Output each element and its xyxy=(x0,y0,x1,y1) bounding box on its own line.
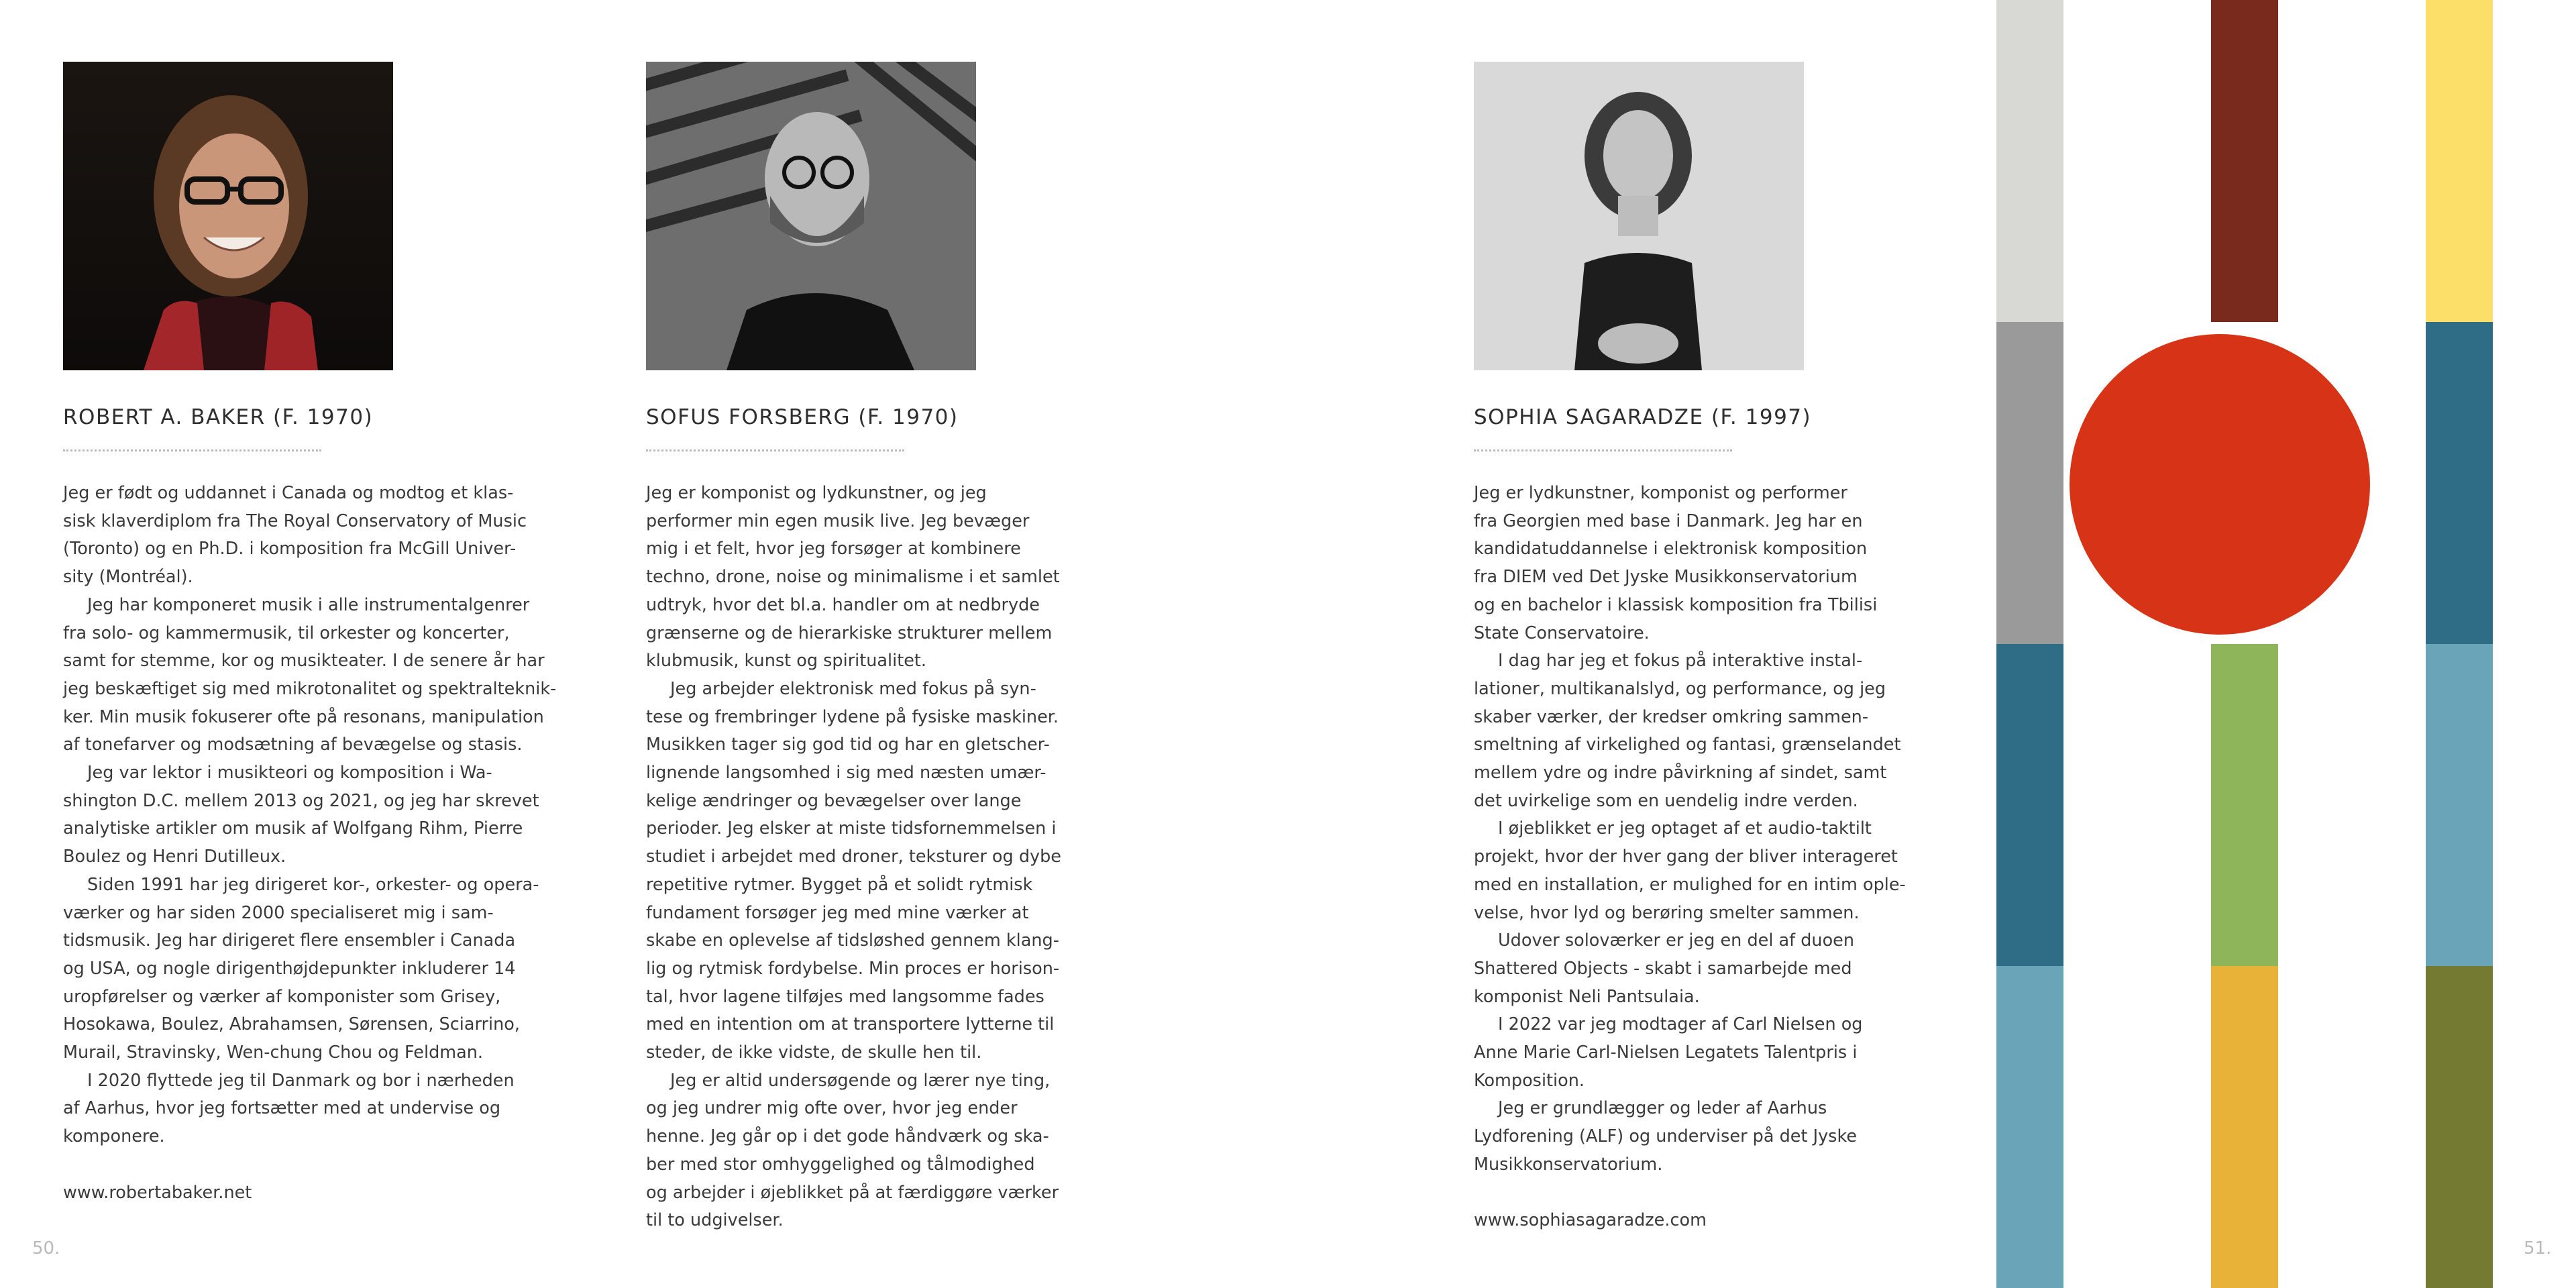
profile-sophia-sagaradze xyxy=(1474,62,2004,1235)
profile-bio xyxy=(63,480,593,1151)
bio-paragraph: Jeg arbejder elektronisk med fokus på syn- tese og frembringer lydene på fysiske maskiner. Musikken tager sig god tid og har en gletscher- lignende langsomhed i sig med næsten umær- kelige ændringer og bevægelser over lange perioder. Jeg elsker at miste tidsfornemmelsen i studiet i arbejdet med droner, teksturer og dybe repetitive rytmer. Bygget på et solidt rytmisk fundament forsøger jeg med mine værker at skabe en oplevelse af tidsløshed gennem klang- lig og rytmisk fordybelse. Min proces er horison- tal, hvor lagene tilføjes med langsomme fades med en intention om at transportere lytterne til steder, de ikke vidste, de skulle hen til. xyxy=(646,678,1061,1063)
website-link[interactable]: www.robertabaker.net xyxy=(63,1182,252,1203)
profile-name: SOFUS FORSBERG (F. 1970) xyxy=(646,405,959,429)
stripe-block xyxy=(2211,0,2278,322)
profile-robert-baker xyxy=(63,62,593,1207)
portrait-photo-robert-baker xyxy=(63,62,393,370)
profile-bio xyxy=(646,480,1176,1235)
bio-paragraph: Jeg har komponeret musik i alle instrumentalgenrer fra solo- og kammermusik, til orkester og koncerter, samt for stemme, kor og musikteater. I de senere år har jeg beskæftiget sig med mikrotonalitet og spektralteknik- ker. Min musik fokuserer ofte på resonans, manipulation af tonefarver og modsætning af bevægelse og stasis. xyxy=(63,594,557,755)
profile-bio xyxy=(1474,480,2004,1179)
bio-paragraph: Jeg er altid undersøgende og lærer nye ting, og jeg undrer mig ofte over, hvor jeg ender henne. Jeg går op i det gode håndværk og ska- ber med stor omhyggelighed og tålmodighed og arbejder i øjeblikket på at færdiggøre værker til to udgivelser. xyxy=(646,1070,1059,1231)
profile-sofus-forsberg xyxy=(646,62,1176,1235)
stripe-block xyxy=(2211,966,2278,1288)
portrait-photo-sophia-sagaradze xyxy=(1474,62,1804,370)
bio-paragraph: Udover soloværker er jeg en del af duoen Shattered Objects - skabt i samarbejde med komponist Neli Pantsulaia. xyxy=(1474,930,1855,1007)
stripe-block xyxy=(1996,966,2063,1288)
red-circle xyxy=(2070,334,2370,635)
bio-paragraph: I øjeblikket er jeg optaget af et audio-taktilt projekt, hvor der hver gang der bliver interageret med en installation, er mulighed for en intim ople- velse, hvor lyd og berøring smelter sammen. xyxy=(1474,818,1906,923)
stripe-block xyxy=(1996,322,2063,644)
website-link[interactable]: www.sophiasagaradze.com xyxy=(1474,1210,1707,1231)
profile-name: ROBERT A. BAKER (F. 1970) xyxy=(63,405,374,429)
bio-paragraph: Jeg er lydkunstner, komponist og performer fra Georgien med base i Danmark. Jeg har en kandidatuddannelse i elektronisk komposition fra DIEM ved Det Jyske Musikkonservatorium og en bachelor i klassisk komposition fra Tbilisi State Conservatoire. xyxy=(1474,483,1878,643)
stripe-block xyxy=(1996,0,2063,322)
stripe-block xyxy=(2426,0,2493,322)
bio-paragraph: Siden 1991 har jeg dirigeret kor-, orkester- og opera- værker og har siden 2000 specialiseret mig i sam- tidsmusik. Jeg har dirigeret flere ensembler i Canada og USA, og nogle dirigenthøjdepunkter inkluderer 14 uropførelser og værker af komponister som Grisey, Hosokawa, Boulez, Abrahamsen, Sørensen, Sciarrino, Murail, Stravinsky, Wen-chung Chou og Feldman. xyxy=(63,874,539,1063)
bio-paragraph: I 2022 var jeg modtager af Carl Nielsen og Anne Marie Carl-Nielsen Legatets Talentpris i Komposition. xyxy=(1474,1014,1863,1091)
bio-paragraph: Jeg var lektor i musikteori og komposition i Wa- shington D.C. mellem 2013 og 2021, og jeg har skrevet analytiske artikler om musik af Wolfgang Rihm, Pierre Boulez og Henri Dutilleux. xyxy=(63,763,539,867)
stripe-block xyxy=(2426,966,2493,1288)
stripe-block xyxy=(2211,644,2278,966)
bio-paragraph: I 2020 flyttede jeg til Danmark og bor i nærheden af Aarhus, hvor jeg fortsætter med at undervise og komponere. xyxy=(63,1070,515,1147)
bio-paragraph: Jeg er komponist og lydkunstner, og jeg performer min egen musik live. Jeg bevæger mig i et felt, hvor jeg forsøger at kombinere techno, drone, noise og minimalisme i et samlet udtryk, hvor det bl.a. handler om at nedbryde grænserne og de hierarkiske strukturer mellem klubmusik, kunst og spiritualitet. xyxy=(646,483,1060,672)
page-number-left: 50. xyxy=(32,1238,60,1258)
stripe-block xyxy=(2426,644,2493,966)
dotted-divider xyxy=(1474,449,1732,451)
stripe-block xyxy=(1996,644,2063,966)
dotted-divider xyxy=(646,449,904,451)
profile-name: SOPHIA SAGARADZE (F. 1997) xyxy=(1474,405,1812,429)
stripe-block xyxy=(2426,322,2493,644)
bio-paragraph: Jeg er grundlægger og leder af Aarhus Lydforening (ALF) og underviser på det Jyske Musikkonservatorium. xyxy=(1474,1098,1858,1175)
dotted-divider xyxy=(63,449,321,451)
bio-paragraph: I dag har jeg et fokus på interaktive instal- lationer, multikanalslyd, og performance, og jeg skaber værker, der kredser omkring sammen- smeltning af virkelighed og fantasi, grænselandet mellem ydre og indre påvirkning af sindet, samt det uvirkelige som en uendelig indre verden. xyxy=(1474,651,1901,811)
portrait-photo-sofus-forsberg xyxy=(646,62,976,370)
bio-paragraph: Jeg er født og uddannet i Canada og modtog et klas- sisk klaverdiplom fra The Royal Conservatory of Music (Toronto) og en Ph.D. i komposition fra McGill Univer- sity (Montréal). xyxy=(63,483,527,588)
page-number-right: 51. xyxy=(2524,1238,2552,1258)
colored-stripes-circle-graphic xyxy=(1996,0,2576,1288)
